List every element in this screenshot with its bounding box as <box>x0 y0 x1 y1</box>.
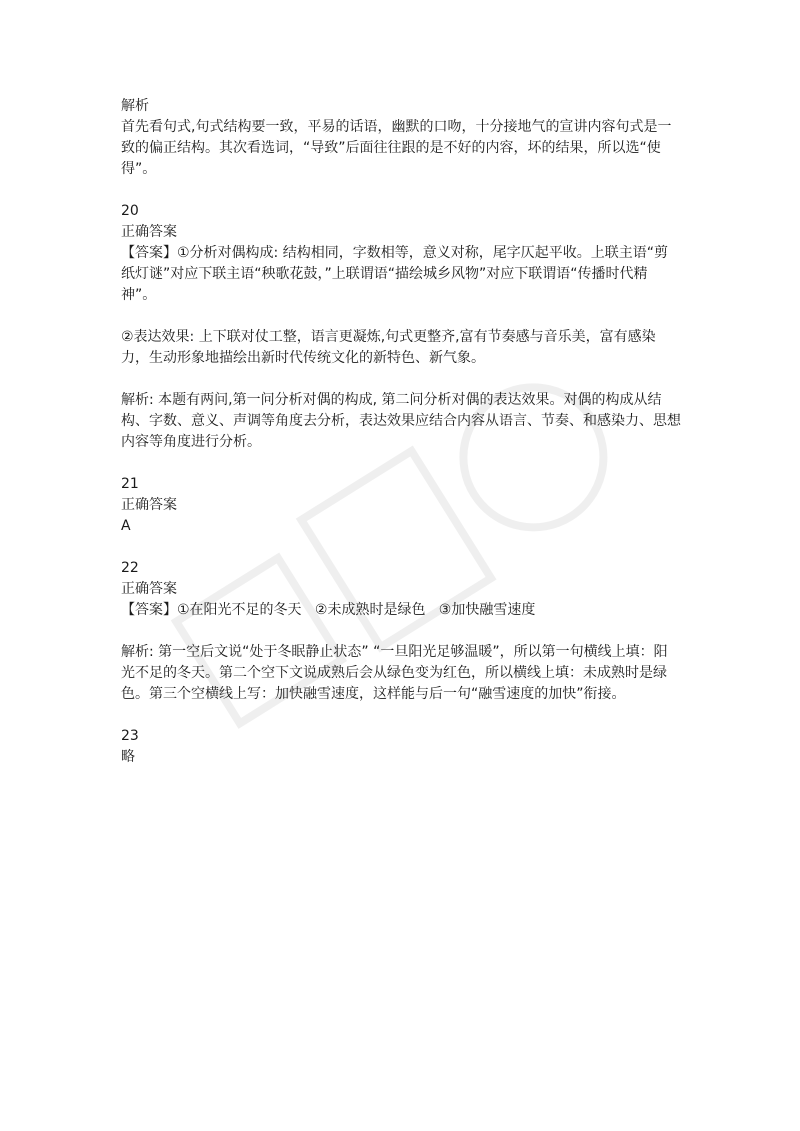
answer-text: 略 <box>121 749 135 765</box>
question-number: 23 <box>121 728 139 744</box>
answer-text: ②表达效果: 上下联对仗工整，语言更凝炼,句式更整齐,富有节奏感与音乐美，富有感染力，生动形象地描绘出新时代传统文化的新特色、新气象。 <box>121 329 656 366</box>
block-23-answer <box>121 726 681 768</box>
answer-text: 【答案】①分析对偶构成: 结构相同，字数相等，意义对称，尾字仄起平收。上联主语“剪纸灯谜”对应下联主语“秧歌花鼓，”上联谓语“描绘城乡风物”对应下联谓语“传播时代精神”。 <box>121 245 668 303</box>
correct-answer-label: 正确答案 <box>121 497 177 513</box>
block-22-answer <box>121 558 681 621</box>
analysis-text: 首先看句式,句式结构要一致，平易的话语，幽默的口吻，十分接地气的宣讲内容句式是一致的偏正结构。其次看选词，“导致”后面往往跟的是不好的内容，坏的结果，所以选“使得”。 <box>121 119 672 177</box>
block-21-answer <box>121 474 681 537</box>
analysis-text: 解析: 本题有两问,第一问分析对偶的构成, 第二问分析对偶的表达效果。对偶的构成从结构、字数、意义、声调等角度去分析，表达效果应结合内容从语言、节奏、和感染力、思想内容等角度进行分析。 <box>121 392 681 450</box>
analysis-text: 解析: 第一空后文说“处于冬眠静止状态” “一旦阳光足够温暖”，所以第一句横线上填：阳光不足的冬天。第二个空下文说成熟后会从绿色变为红色，所以横线上填：未成熟时是绿色。第三个空横线上写：加快融雪速度，这样能与后一句“融雪速度的加快”衔接。 <box>121 644 668 702</box>
correct-answer-label: 正确答案 <box>121 224 177 240</box>
block-20-analysis <box>121 390 681 453</box>
question-number: 20 <box>121 203 139 219</box>
answer-text: 【答案】①在阳光不足的冬天 ②未成熟时是绿色 ③加快融雪速度 <box>121 602 536 618</box>
question-number: 22 <box>121 560 139 576</box>
answer-text: A <box>121 518 131 534</box>
correct-answer-label: 正确答案 <box>121 581 177 597</box>
question-number: 21 <box>121 476 139 492</box>
block-20-effect <box>121 327 681 369</box>
analysis-heading: 解析 <box>121 98 149 114</box>
block-22-analysis <box>121 642 681 705</box>
block-20-answer <box>121 201 681 306</box>
block-19-analysis <box>121 96 681 180</box>
answer-document <box>121 96 681 768</box>
